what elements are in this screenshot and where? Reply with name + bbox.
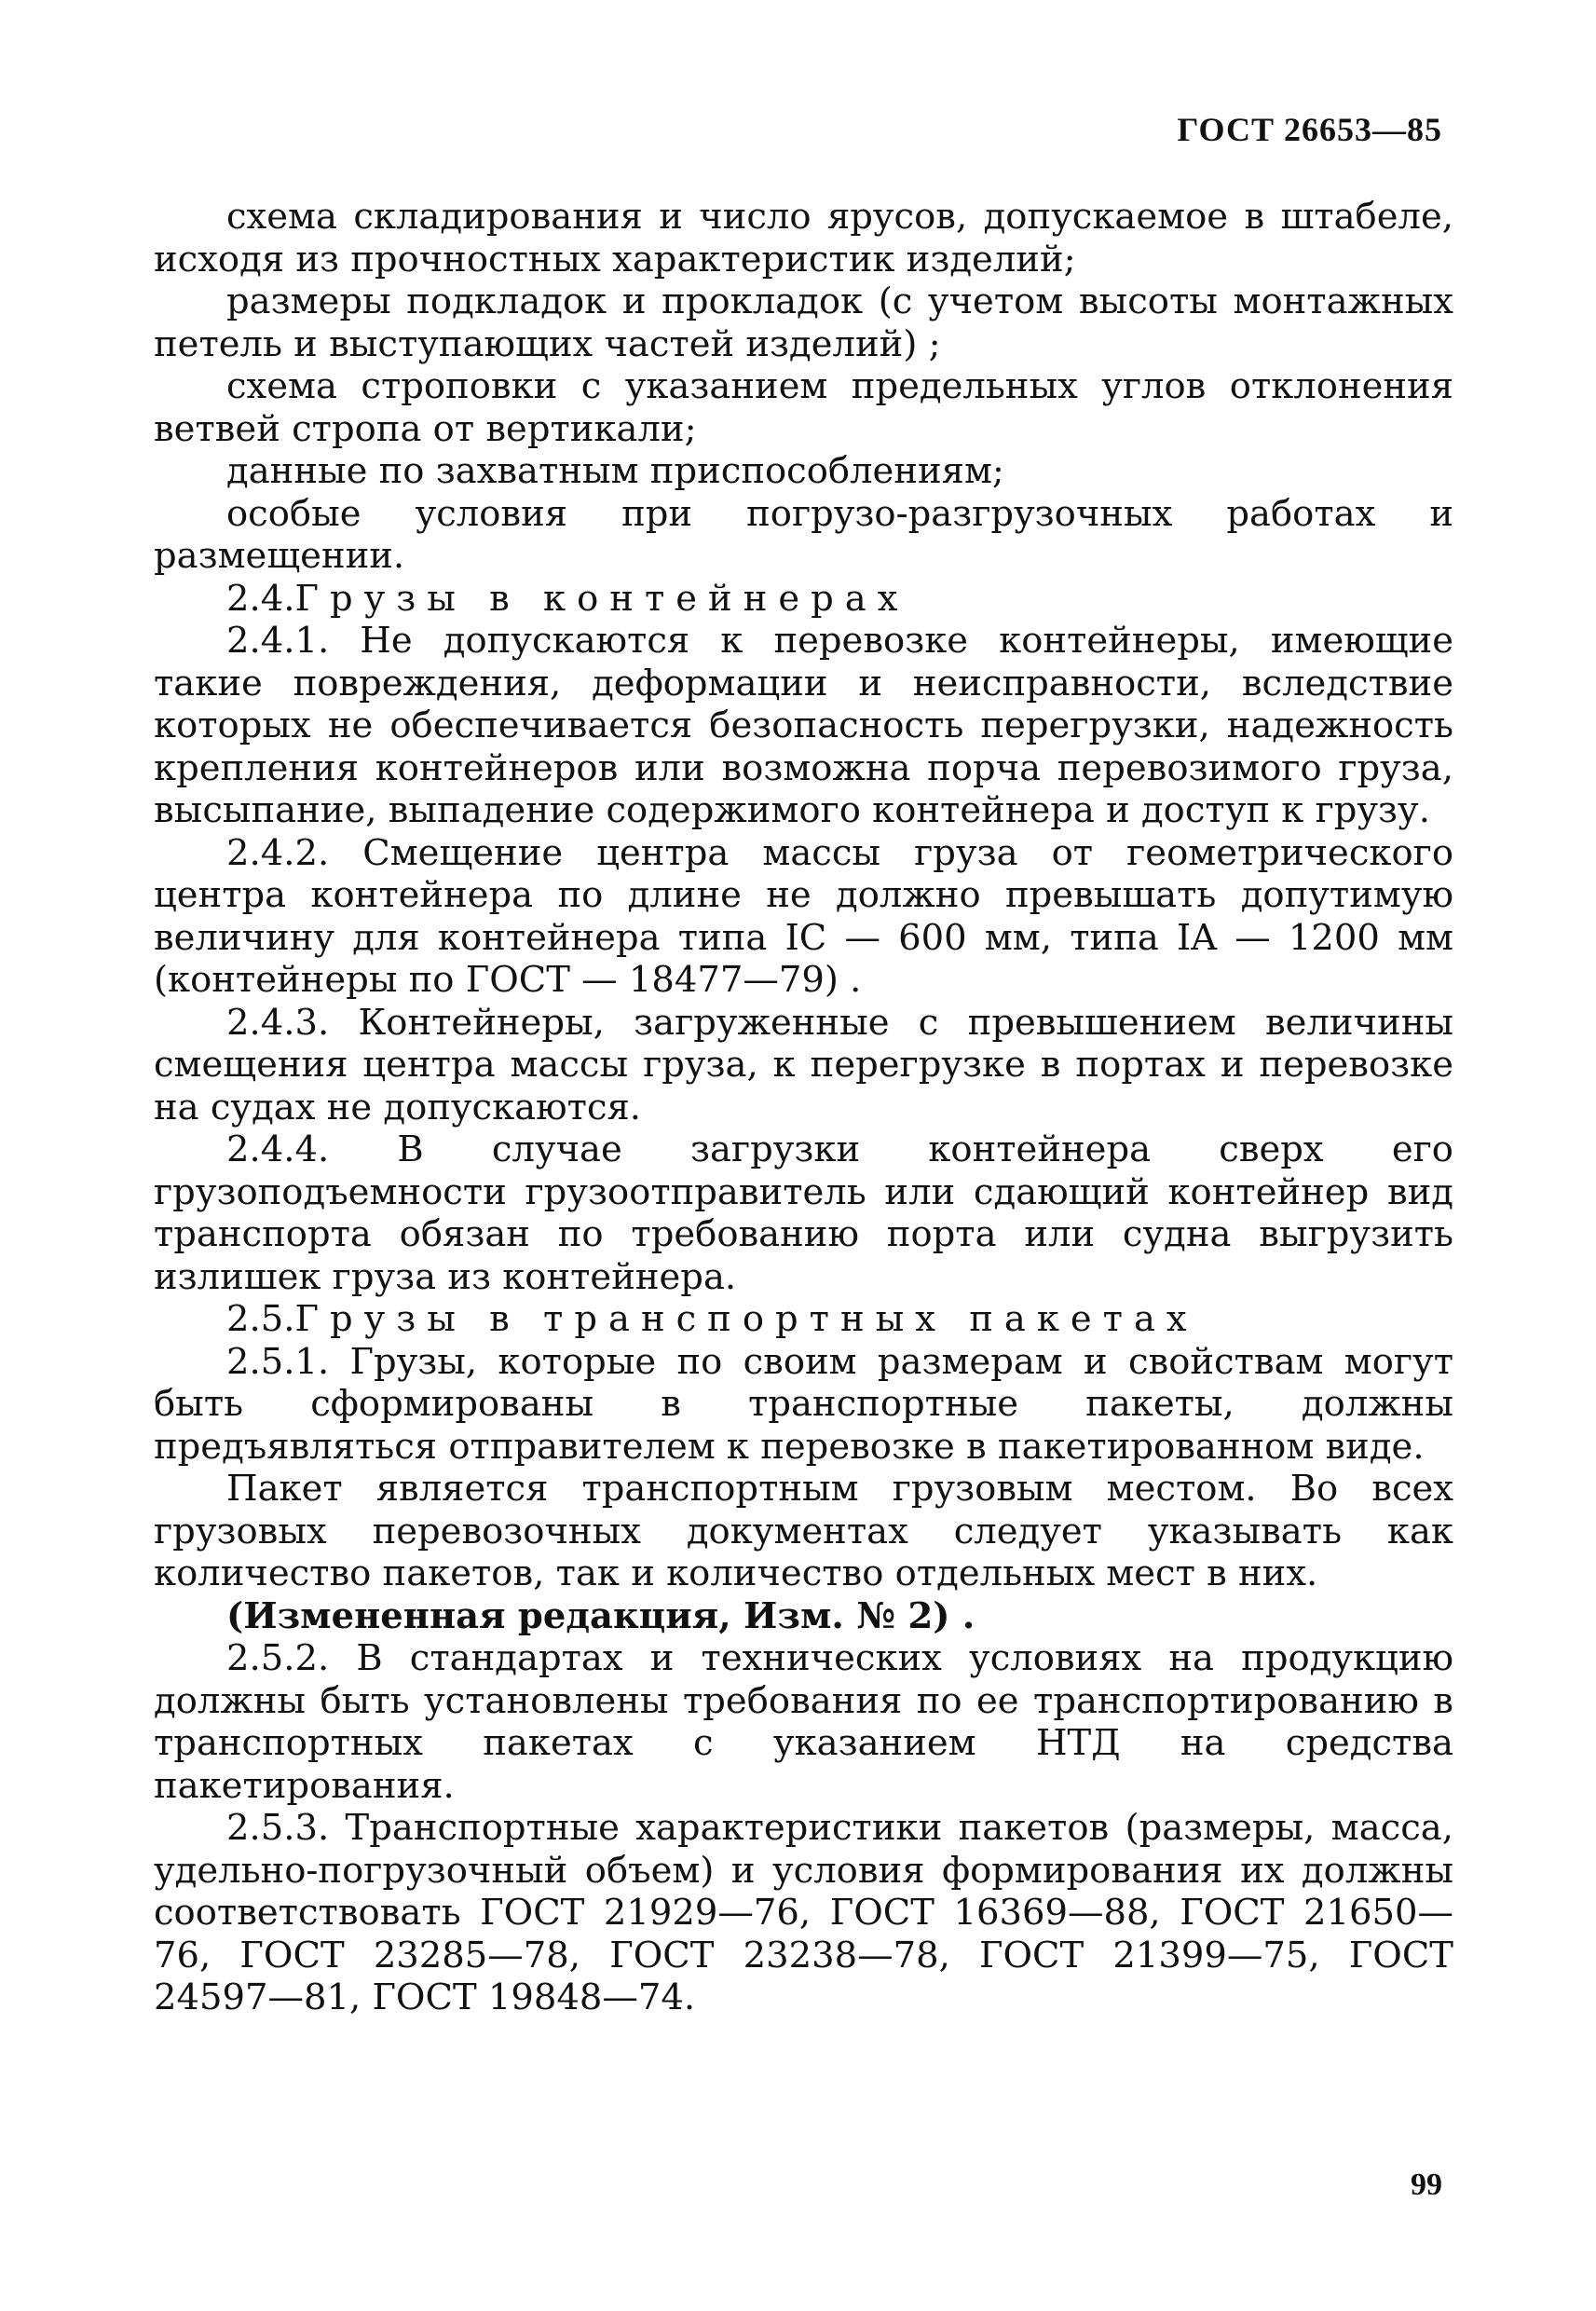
paragraph: 2.4.4. В случае загрузки контейнера сверх его грузоподъемности грузоотправитель или сдающий контейнер вид транспорта обязан по требованию порта или судна выгрузить излишек груза из контейнера. bbox=[154, 1128, 1453, 1298]
section-title: Грузы в транспортных пакетах bbox=[294, 1298, 1198, 1340]
paragraph: 2.4.3. Контейнеры, загруженные с превышением величины смещения центра массы груза, к перегрузке в портах и перевозке на судах не допускаются. bbox=[154, 1001, 1453, 1128]
section-heading-2-4 bbox=[154, 578, 1453, 621]
document-code-header: ГОСТ 26653—85 bbox=[1177, 111, 1442, 148]
section-number: 2.5. bbox=[226, 1298, 295, 1340]
paragraph: схема складирования и число ярусов, допускаемое в штабеле, исходя из прочностных характеристик изделий; bbox=[154, 196, 1453, 280]
paragraph: 2.4.2. Смещение центра массы груза от геометрического центра контейнера по длине не должно превышать допутимую величину для контейнера типа IC — 600 мм, типа IA — 1200 мм (контейнеры по ГОСТ — 18477—79) . bbox=[154, 831, 1453, 1001]
page-body bbox=[154, 196, 1453, 2019]
paragraph: 2.5.2. В стандартах и технических условиях на продукцию должны быть установлены требования по ее транспортированию в транспортных пакетах с указанием НТД на средства пакетирования. bbox=[154, 1637, 1453, 1807]
page-number: 99 bbox=[1411, 2167, 1442, 2202]
paragraph: 2.4.1. Не допускаются к перевозке контейнеры, имеющие такие повреждения, деформации и неисправности, вследствие которых не обеспечивается безопасность перегрузки, надежность крепления контейнеров или возможна порча перевозимого груза, высыпание, выпадение содержимого контейнера и доступ к грузу. bbox=[154, 620, 1453, 831]
paragraph: схема строповки с указанием предельных углов отклонения ветвей стропа от вертикали; bbox=[154, 365, 1453, 450]
paragraph: 2.5.3. Транспортные характеристики пакетов (размеры, масса, удельно-погрузочный объем) и условия формирования их должны соответствовать ГОСТ 21929—76, ГОСТ 16369—88, ГОСТ 21650—76, ГОСТ 23285—78, ГОСТ 23238—78, ГОСТ 21399—75, ГОСТ 24597—81, ГОСТ 19848—74. bbox=[154, 1807, 1453, 2018]
section-number: 2.4. bbox=[226, 577, 295, 620]
paragraph: данные по захватным приспособлениям; bbox=[226, 450, 1004, 492]
paragraph: 2.5.1. Грузы, которые по своим размерам и свойствам могут быть сформированы в транспортные пакеты, должны предъявляться отправителем к перевозке в пакетированном виде. bbox=[154, 1340, 1453, 1468]
paragraph: размеры подкладок и прокладок (с учетом высоты монтажных петель и выступающих частей изделий) ; bbox=[154, 280, 1453, 365]
section-title: Грузы в контейнерах bbox=[294, 577, 909, 620]
amendment-note: (Измененная редакция, Изм. № 2) . bbox=[226, 1594, 975, 1637]
paragraph: особые условия при погрузо-разгрузочных работах и размещении. bbox=[154, 492, 1453, 577]
section-heading-2-5 bbox=[154, 1298, 1453, 1341]
paragraph: Пакет является транспортным грузовым местом. Во всех грузовых перевозочных документах следует указывать как количество пакетов, так и количество отдельных мест в них. bbox=[154, 1468, 1453, 1594]
